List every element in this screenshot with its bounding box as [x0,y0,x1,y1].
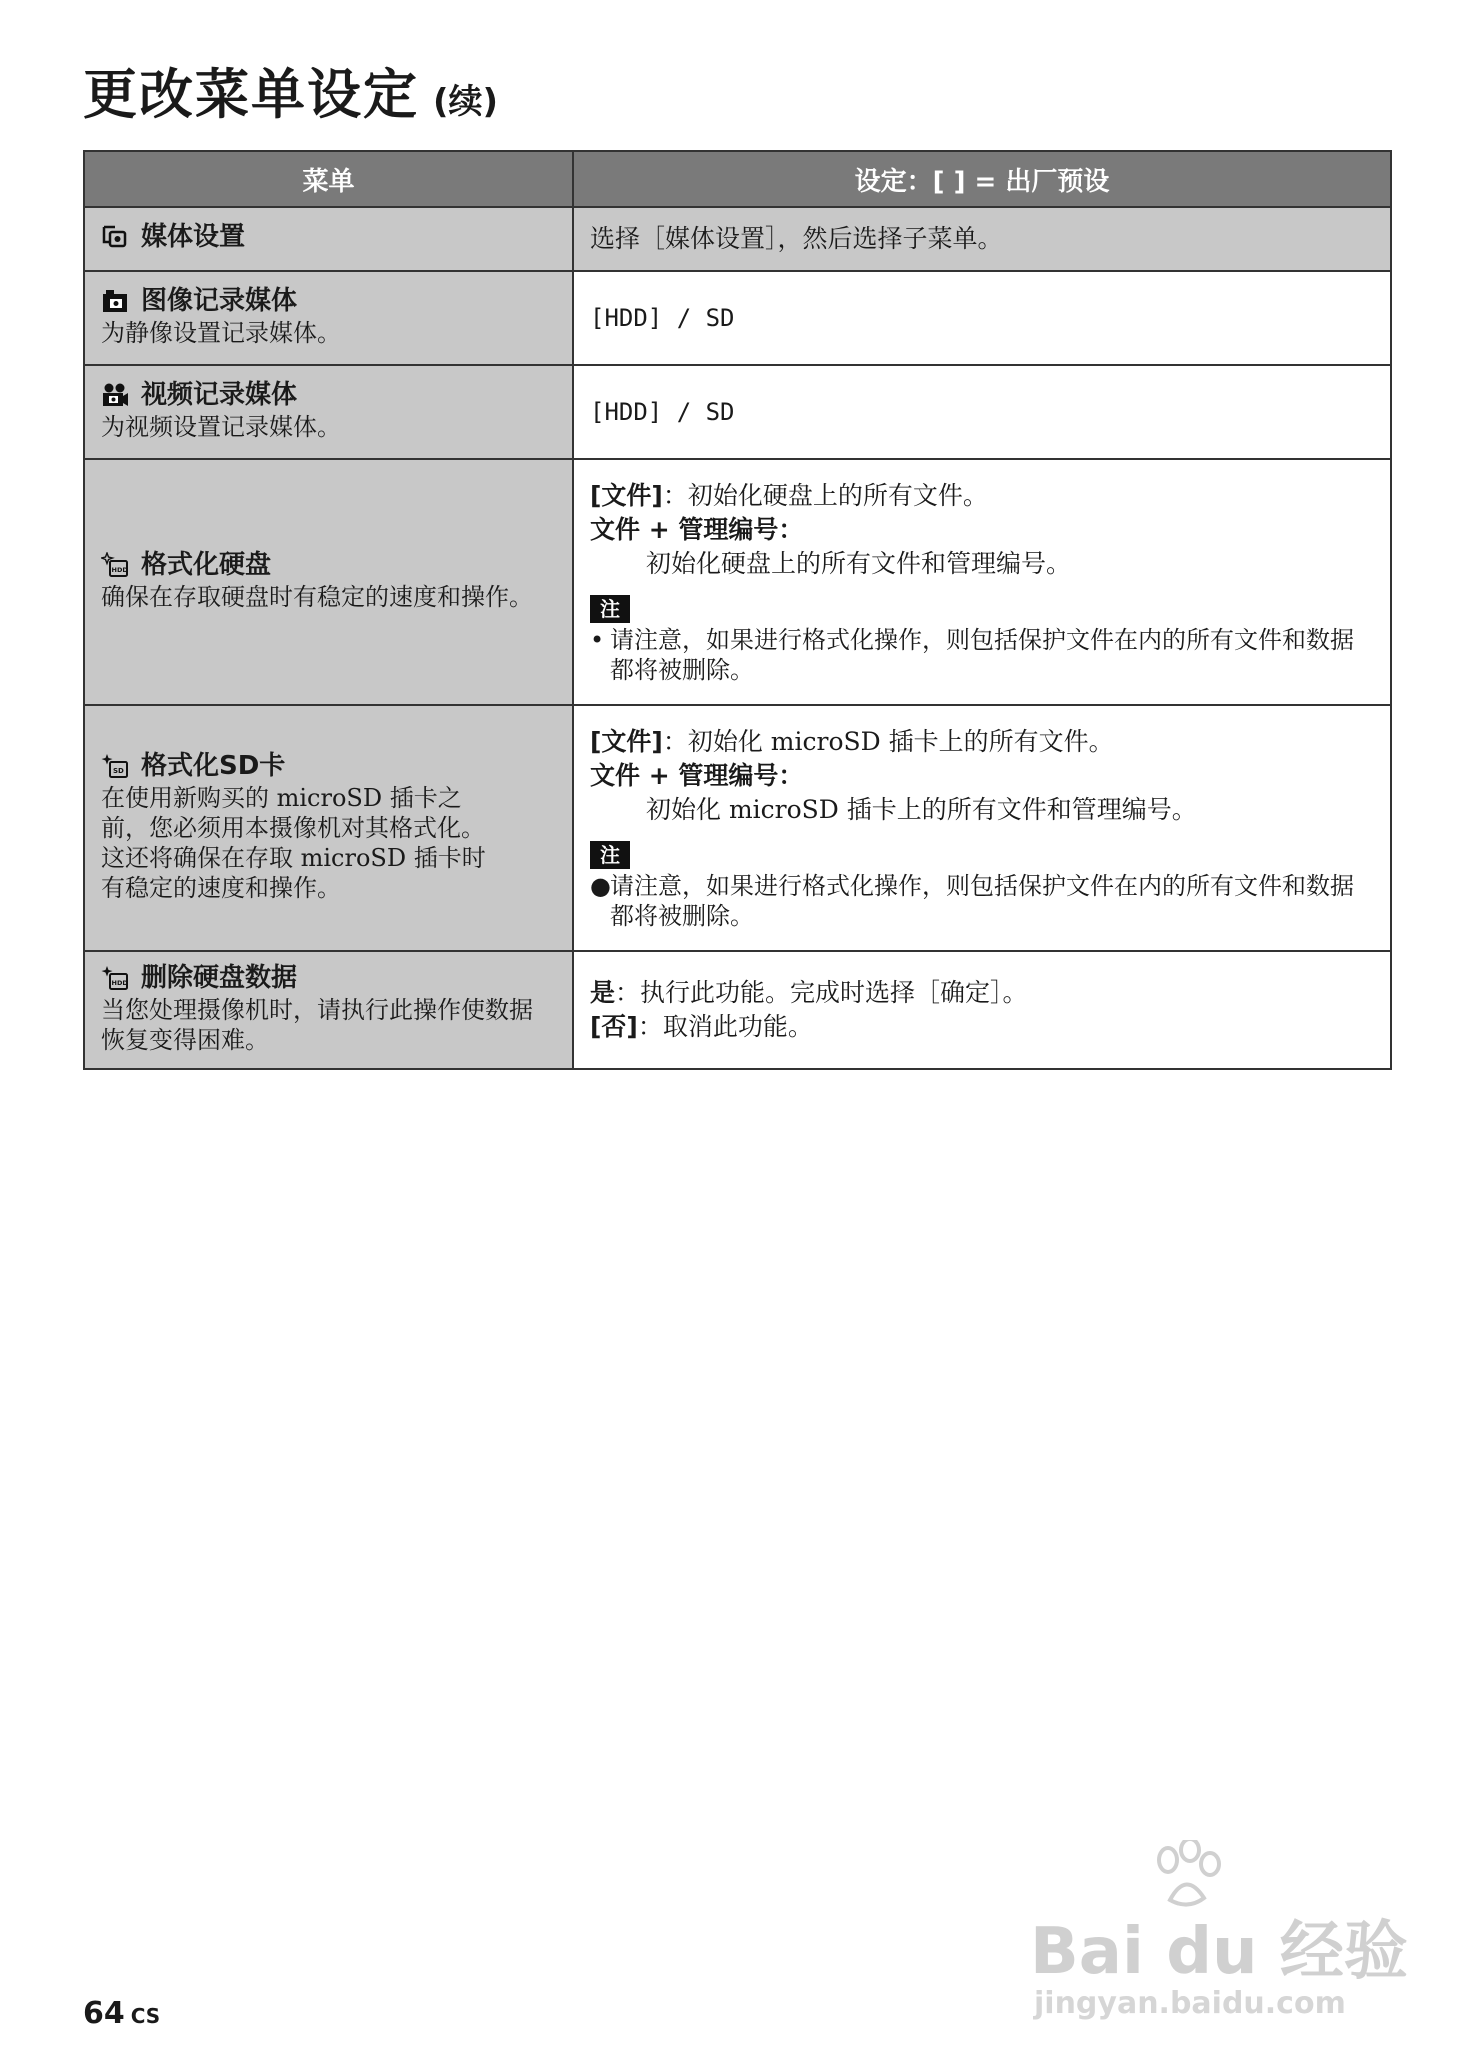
watermark-logo: Bai du 经验 [1030,1915,1408,1989]
svg-text:HDD: HDD [111,566,128,574]
menu-item-description [101,783,556,903]
bullet-icon: ● [590,872,611,900]
table-row [84,951,1391,1069]
table-row [84,705,1391,951]
note-badge: 注 [590,841,630,869]
setting-cell [573,459,1391,705]
description-line: 在使用新购买的 microSD 插卡之 [101,784,462,812]
bullet-icon: • [590,626,605,654]
option-line [590,725,1374,759]
option-label: [文件] [590,727,663,756]
option-text: ：初始化 microSD 插卡上的所有文件。 [662,727,1114,756]
video-camera-icon [101,382,129,408]
note-content: 请注意，如果进行格式化操作，则包括保护文件在内的所有文件和数据都将被删除。 [610,626,1354,684]
option-line [590,479,1374,513]
option-label: 是 [590,978,616,1007]
delete-hdd-data-icon [101,965,129,991]
menu-item-cell [84,951,573,1069]
menu-item-name: 格式化SD卡 [141,751,286,781]
option-text: ：执行此功能。完成时选择［确定］。 [615,978,1028,1007]
option-label: [否] [590,1012,638,1041]
menu-item-name: 删除硬盘数据 [141,963,298,993]
svg-text:HDD: HDD [111,979,128,987]
option-label: 文件 + 管理编号： [590,515,804,544]
option-text: ：取消此功能。 [637,1012,813,1041]
page-number [83,1996,160,2031]
setting-cell [573,705,1391,951]
description-line: 这还将确保在存取 microSD 插卡时 [101,844,486,872]
baidu-jingyan-watermark [1030,1840,1408,2030]
svg-text:SD: SD [113,767,124,775]
page-number-value: 64 [83,1996,125,2031]
menu-item-name: 图像记录媒体 [141,286,298,316]
option-line [590,976,1374,1010]
page-title [83,52,498,129]
table-row [84,271,1391,365]
still-camera-icon [101,288,129,314]
menu-item-cell [84,207,573,271]
menu-item-cell [84,271,573,365]
page-title-continued: (续) [433,82,499,122]
option-text: 初始化硬盘上的所有文件和管理编号。 [646,549,1072,578]
setting-value: 选择［媒体设置］，然后选择子菜单。 [590,224,1003,253]
menu-item-description: 当您处理摄像机时，请执行此操作使数据恢复变得困难。 [101,996,533,1054]
header-setting: 设定：[ ] = 出厂预设 [573,151,1391,207]
option-label: 文件 + 管理编号： [590,761,804,790]
setting-cell [573,365,1391,459]
option-line [590,1010,1374,1044]
table-row [84,207,1391,271]
table-row [84,365,1391,459]
option-text: ：初始化硬盘上的所有文件。 [662,481,988,510]
note-text [590,871,1374,931]
setting-value: [HDD] / SD [590,398,735,426]
watermark-url: jingyan.baidu.com [1034,1986,1346,2021]
note-content: 请注意，如果进行格式化操作，则包括保护文件在内的所有文件和数据都将被删除。 [610,872,1354,930]
table-row [84,459,1391,705]
note-text [590,625,1374,685]
setting-cell [573,207,1391,271]
description-line: 前，您必须用本摄像机对其格式化。 [101,814,485,842]
menu-item-description: 确保在存取硬盘时有稳定的速度和操作。 [101,583,533,611]
menu-item-name: 格式化硬盘 [141,550,272,580]
option-label: [文件] [590,481,663,510]
option-text: 初始化 microSD 插卡上的所有文件和管理编号。 [646,795,1197,824]
setting-value: [HDD] / SD [590,304,735,332]
format-sd-icon [101,753,129,779]
menu-item-cell [84,365,573,459]
language-code: CS [130,2004,161,2028]
menu-item-cell [84,705,573,951]
menu-settings-table [83,150,1392,1070]
header-menu: 菜单 [84,151,573,207]
description-line: 有稳定的速度和操作。 [101,874,341,902]
menu-item-name: 视频记录媒体 [141,380,298,410]
menu-item-description: 为视频设置记录媒体。 [101,413,341,441]
note-badge: 注 [590,595,630,623]
menu-item-name: 媒体设置 [141,222,246,252]
menu-item-cell [84,459,573,705]
media-settings-icon [101,224,129,250]
page-title-main: 更改菜单设定 [83,63,419,126]
table-header-row [84,151,1391,207]
menu-item-description: 为静像设置记录媒体。 [101,319,341,347]
setting-cell [573,951,1391,1069]
format-hdd-icon [101,552,129,578]
setting-cell [573,271,1391,365]
